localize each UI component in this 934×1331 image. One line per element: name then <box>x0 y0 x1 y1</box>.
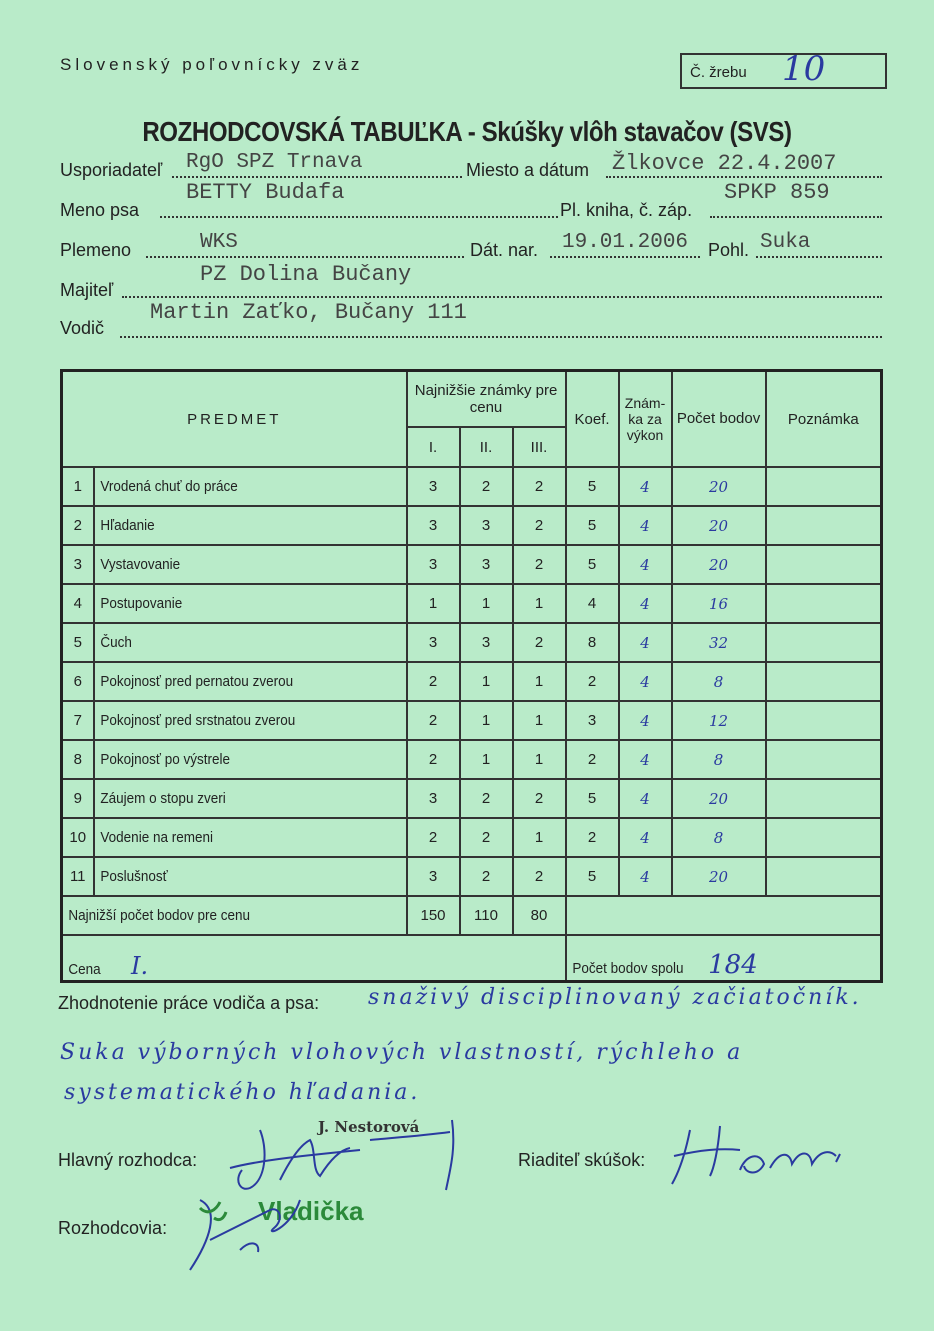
min-mark-2: 1 <box>460 740 513 779</box>
min-points-3: 80 <box>513 896 566 935</box>
evaluation-line-2: Suka výborných vlohových vlastností, rýchleho a <box>60 1040 744 1065</box>
points-value: 12 <box>672 701 766 740</box>
coefficient: 2 <box>566 818 619 857</box>
mark-value: 4 <box>619 545 672 584</box>
table-row <box>62 506 882 545</box>
row-subject: Postupovanie <box>94 584 407 623</box>
mark-value: 4 <box>619 662 672 701</box>
table-row <box>62 740 882 779</box>
coefficient: 2 <box>566 740 619 779</box>
note-cell <box>766 701 882 740</box>
coefficient: 4 <box>566 584 619 623</box>
table-row <box>62 779 882 818</box>
handler-label: Vodič <box>60 318 105 338</box>
row-number: 8 <box>62 740 94 779</box>
row-subject: Čuch <box>94 623 407 662</box>
place-date-value: Žlkovce 22.4.2007 <box>612 151 837 176</box>
note-cell <box>766 623 882 662</box>
table-row <box>62 857 882 896</box>
mark-value: 4 <box>619 779 672 818</box>
min-mark-1: 2 <box>407 701 460 740</box>
min-mark-1: 3 <box>407 545 460 584</box>
organizer-value: RgO SPZ Trnava <box>186 151 363 174</box>
table-row <box>62 623 882 662</box>
min-mark-2: 3 <box>460 623 513 662</box>
note-cell <box>766 467 882 506</box>
points-value: 20 <box>672 467 766 506</box>
points-value: 8 <box>672 662 766 701</box>
row-number: 10 <box>62 818 94 857</box>
row-subject: Pokojnosť po výstrele <box>94 740 407 779</box>
points-value: 20 <box>672 506 766 545</box>
coefficient: 5 <box>566 779 619 818</box>
result-row <box>62 935 882 982</box>
row-number: 11 <box>62 857 94 896</box>
chief-judge-stamp: J. Nestorová <box>318 1118 420 1136</box>
min-mark-3: 2 <box>513 506 566 545</box>
min-mark-3: 1 <box>513 740 566 779</box>
points-value: 20 <box>672 779 766 818</box>
subject-header: PREDMET <box>62 371 407 468</box>
row-subject: Vystavovanie <box>94 545 407 584</box>
table-row <box>62 584 882 623</box>
table-row <box>62 662 882 701</box>
coefficient: 5 <box>566 545 619 584</box>
breed-value: WKS <box>200 231 238 254</box>
min-col-2: II. <box>460 427 513 467</box>
row-subject: Pokojnosť pred pernatou zverou <box>94 662 407 701</box>
chief-judge-label: Hlavný rozhodca: <box>58 1150 198 1170</box>
mark-value: 4 <box>619 701 672 740</box>
note-cell <box>766 545 882 584</box>
director-label: Riaditeľ skúšok: <box>518 1150 646 1170</box>
owner-value: PZ Dolina Bučany <box>200 262 412 287</box>
min-mark-2: 2 <box>460 818 513 857</box>
breed-label: Plemeno <box>60 240 132 260</box>
judges-label: Rozhodcovia: <box>58 1218 168 1238</box>
min-mark-1: 2 <box>407 740 460 779</box>
points-value: 8 <box>672 818 766 857</box>
coefficient: 5 <box>566 857 619 896</box>
note-cell <box>766 857 882 896</box>
min-mark-2: 2 <box>460 857 513 896</box>
handler-line <box>120 336 882 338</box>
min-col-3: III. <box>513 427 566 467</box>
min-mark-2: 1 <box>460 662 513 701</box>
row-subject: Hľadanie <box>94 506 407 545</box>
min-mark-2: 3 <box>460 506 513 545</box>
mark-value: 4 <box>619 506 672 545</box>
judge-stamp: Vladička <box>258 1196 364 1226</box>
mark-value: 4 <box>619 467 672 506</box>
min-mark-1: 3 <box>407 857 460 896</box>
coefficient: 8 <box>566 623 619 662</box>
total-cell <box>566 935 882 982</box>
min-mark-3: 2 <box>513 857 566 896</box>
owner-line <box>122 296 882 298</box>
note-header: Poznámka <box>766 371 882 468</box>
studbook-line <box>710 216 882 218</box>
table-row <box>62 467 882 506</box>
points-value: 20 <box>672 545 766 584</box>
mark-value: 4 <box>619 584 672 623</box>
coef-header: Koef. <box>566 371 619 468</box>
organization-name: Slovenský poľovnícky zväz <box>60 55 364 74</box>
mark-header: Znám-ka za výkon <box>619 371 672 468</box>
row-subject: Vrodená chuť do práce <box>94 467 407 506</box>
min-mark-1: 3 <box>407 467 460 506</box>
note-cell <box>766 506 882 545</box>
min-mark-2: 2 <box>460 779 513 818</box>
evaluation-line-3: systematického hľadania. <box>64 1080 421 1105</box>
min-mark-3: 1 <box>513 662 566 701</box>
row-number: 1 <box>62 467 94 506</box>
prize-value: I. <box>131 952 149 980</box>
min-mark-3: 1 <box>513 584 566 623</box>
place-date-line <box>606 176 882 178</box>
min-mark-3: 2 <box>513 623 566 662</box>
min-mark-3: 1 <box>513 818 566 857</box>
points-value: 8 <box>672 740 766 779</box>
row-number: 9 <box>62 779 94 818</box>
draw-number-value: 10 <box>782 49 826 89</box>
coefficient: 2 <box>566 662 619 701</box>
min-mark-1: 3 <box>407 623 460 662</box>
min-mark-3: 2 <box>513 545 566 584</box>
points-header: Počet bodov <box>672 371 766 468</box>
min-mark-3: 2 <box>513 779 566 818</box>
min-mark-1: 2 <box>407 818 460 857</box>
note-cell <box>766 779 882 818</box>
studbook-value: SPKP 859 <box>724 180 830 205</box>
min-mark-1: 3 <box>407 506 460 545</box>
row-subject: Poslušnosť <box>94 857 407 896</box>
dog-name-line <box>160 216 558 218</box>
prize-cell <box>62 935 566 982</box>
breed-line <box>146 256 464 258</box>
table-row <box>62 545 882 584</box>
director-signature <box>660 1120 850 1190</box>
coefficient: 5 <box>566 467 619 506</box>
min-mark-1: 3 <box>407 779 460 818</box>
min-marks-header: Najnižšie známky pre cenu <box>407 371 566 428</box>
note-cell <box>766 662 882 701</box>
min-mark-2: 1 <box>460 584 513 623</box>
birth-date-line <box>550 256 700 258</box>
organizer-label: Usporiadateľ <box>60 160 163 180</box>
min-mark-1: 2 <box>407 662 460 701</box>
row-number: 5 <box>62 623 94 662</box>
row-subject: Vodenie na remeni <box>94 818 407 857</box>
min-points-1: 150 <box>407 896 460 935</box>
points-value: 20 <box>672 857 766 896</box>
place-date-label: Miesto a dátum <box>466 160 590 180</box>
min-col-1: I. <box>407 427 460 467</box>
table-row <box>62 701 882 740</box>
row-number: 7 <box>62 701 94 740</box>
row-subject: Záujem o stopu zveri <box>94 779 407 818</box>
sex-line <box>756 256 882 258</box>
row-number: 6 <box>62 662 94 701</box>
mark-value: 4 <box>619 740 672 779</box>
dog-name-value: BETTY Budafa <box>186 180 345 205</box>
min-mark-3: 1 <box>513 701 566 740</box>
points-value: 32 <box>672 623 766 662</box>
mark-value: 4 <box>619 623 672 662</box>
studbook-label: Pl. kniha, č. záp. <box>560 200 693 220</box>
mark-value: 4 <box>619 857 672 896</box>
draw-number-box <box>680 49 887 89</box>
organizer-line <box>172 176 462 178</box>
min-mark-2: 2 <box>460 467 513 506</box>
min-points-label: Najnižší počet bodov pre cenu <box>62 896 407 935</box>
points-value: 16 <box>672 584 766 623</box>
note-cell <box>766 818 882 857</box>
sex-value: Suka <box>760 231 811 254</box>
sex-label: Pohl. <box>708 240 750 260</box>
dog-name-label: Meno psa <box>60 200 140 220</box>
birth-date-label: Dát. nar. <box>470 240 539 260</box>
min-mark-2: 1 <box>460 701 513 740</box>
draw-number-label: Č. žrebu <box>690 64 747 81</box>
row-number: 2 <box>62 506 94 545</box>
blank-cell <box>566 896 882 935</box>
evaluation-line-1: snaživý disciplinovaný začiatočník. <box>368 985 862 1010</box>
table-row <box>62 818 882 857</box>
note-cell <box>766 740 882 779</box>
mark-value: 4 <box>619 818 672 857</box>
min-mark-3: 2 <box>513 467 566 506</box>
row-number: 3 <box>62 545 94 584</box>
birth-date-value: 19.01.2006 <box>562 231 689 254</box>
total-label: Počet bodov spolu <box>571 960 684 977</box>
total-value: 184 <box>708 950 758 980</box>
min-mark-1: 1 <box>407 584 460 623</box>
coefficient: 3 <box>566 701 619 740</box>
evaluation-table <box>60 369 883 983</box>
coefficient: 5 <box>566 506 619 545</box>
row-number: 4 <box>62 584 94 623</box>
note-cell <box>766 584 882 623</box>
owner-label: Majiteľ <box>60 280 114 300</box>
prize-label: Cena <box>68 961 101 978</box>
handler-value: Martin Zaťko, Bučany 111 <box>150 300 467 325</box>
document-title: ROZHODCOVSKÁ TABUĽKA - Skúšky vlôh stavačov (SVS) <box>142 116 792 147</box>
min-mark-2: 3 <box>460 545 513 584</box>
evaluation-label: Zhodnotenie práce vodiča a psa: <box>58 993 320 1013</box>
min-points-2: 110 <box>460 896 513 935</box>
row-subject: Pokojnosť pred srstnatou zverou <box>94 701 407 740</box>
min-points-row <box>62 896 882 935</box>
judges-signature <box>180 1180 320 1280</box>
